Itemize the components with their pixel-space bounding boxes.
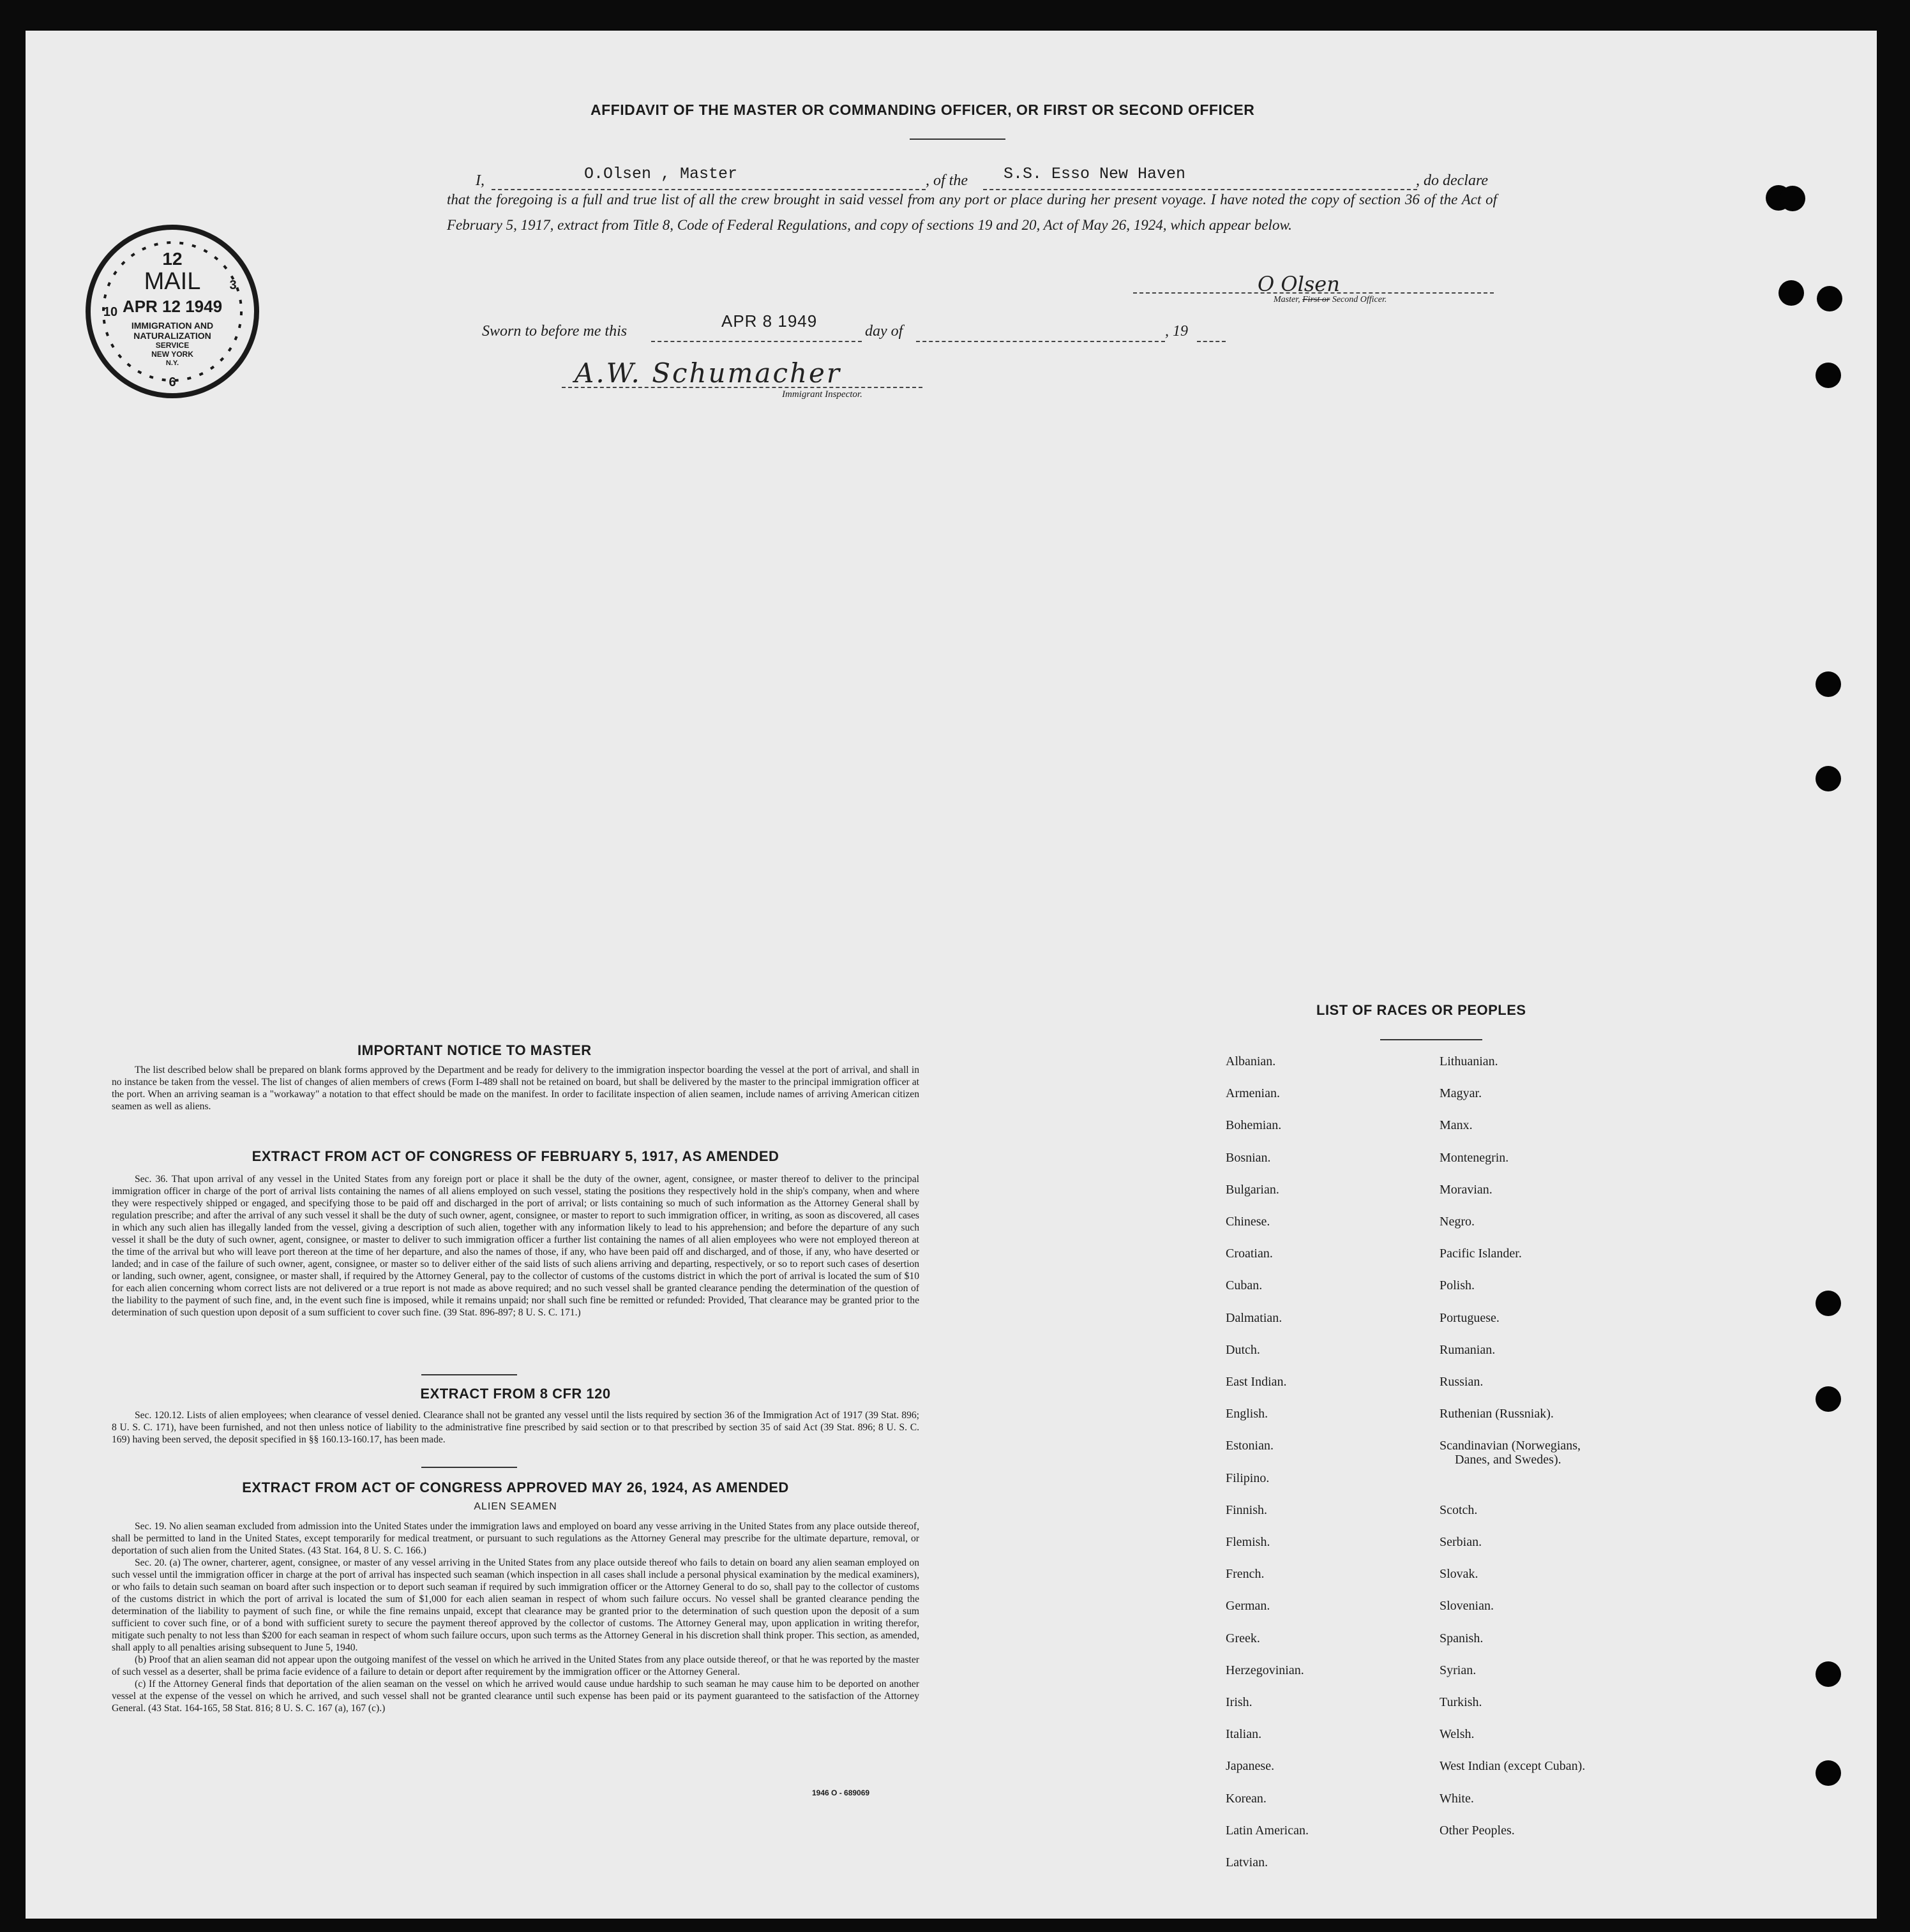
race-item: Greek. [1226, 1631, 1260, 1645]
punch-hole [1817, 286, 1842, 311]
race-item: Croatian. [1226, 1247, 1273, 1261]
of-the-label: , of the [926, 172, 968, 189]
race-item: Dalmatian. [1226, 1310, 1282, 1325]
do-declare-label: , do declare [1416, 172, 1489, 189]
race-item: Dutch. [1226, 1342, 1260, 1357]
race-item: Other Peoples. [1440, 1823, 1515, 1838]
extract3-heading: EXTRACT FROM ACT OF CONGRESS APPROVED MAY 26, 1924, AS AMENDED [242, 1479, 789, 1495]
race-item: Scandinavian (Norwegians, [1440, 1439, 1581, 1453]
month-line [916, 341, 1165, 342]
master-caption-suffix: Second Officer. [1332, 295, 1387, 304]
race-item: Bohemian. [1226, 1118, 1282, 1133]
affidavit-body: that the foregoing is a full and true list of all the crew brought in said vessel from any port or place during her present voyage. I have noted the copy of section 36 of the Act of February 5, 1917, extract from Title 8, Code of Federal Regulations, and copy of sections 19 and 20, Act of May 26, 1924, which appear below. [447, 191, 1497, 233]
extract3-sec20b: (b) Proof that an alien seaman did not appear upon the outgoing manifest of the vessel on which he arrived in the United States from any place outside thereof, or that he was reported by the master of such vessel as a deserter, shall be prima facie evidence of a failure to detain or deport after requirement by the immigration officer or the Attorney General. [112, 1654, 919, 1677]
stamp-line5: SERVICE [155, 341, 190, 350]
race-item: Polish. [1440, 1278, 1475, 1293]
race-item: White. [1440, 1791, 1474, 1806]
race-item: Ruthenian (Russniak). [1440, 1407, 1554, 1421]
immigration-mail-stamp [80, 219, 265, 404]
race-item: Montenegrin. [1440, 1150, 1509, 1165]
punch-hole [1816, 671, 1841, 697]
extract3-subheading: ALIEN SEAMEN [474, 1501, 557, 1512]
race-item: Herzegovinian. [1226, 1663, 1304, 1677]
race-item: Estonian. [1226, 1439, 1274, 1453]
extract2-body: Sec. 120.12. Lists of alien employees; when clearance of vessel denied. Clearance shall not be granted any vessel until the lists required by section 36 of the Immigration Act of 1917 (39 Stat. 896; 8 U. S. C. 171), have been furnished, and not then unless notice of liability to the administrative fine prescribed by said section or to that prescribed by section 35 of said Act (39 Stat. 896; 8 U. S. C. 169) having been served, the deposit specified in §§ 160.13-160.17, has been made. [112, 1410, 919, 1445]
race-item: Moravian. [1440, 1182, 1493, 1197]
extract3-sec19: Sec. 19. No alien seaman excluded from admission into the United States under the immigration laws and employed on board any vesse arriving in the United States from any place outside thereof, shall be permitted to land in the United States, except temporarily for medical treatment, or pursuant to such regulations as the Attorney General may prescribe for the ultimate departure, removal, or deportation of such alien from the United States. (43 Stat. 164, 8 U. S. C. 166.) [112, 1521, 919, 1556]
race-item: Armenian. [1226, 1086, 1280, 1101]
stamp-clock-left: 10 [103, 305, 118, 319]
race-item: Spanish. [1440, 1631, 1484, 1645]
race-item: Italian. [1226, 1727, 1262, 1742]
extract1-body: Sec. 36. That upon arrival of any vessel in the United States from any foreign port or place it shall be the duty of the owner, agent, consignee, or master thereof to deliver to the principal immigration officer in charge of the port of arrival lists containing the names of all aliens employed on such vessel, stating the positions they respectively hold in the ship's company, when and where they were respectively shipped or engaged, and specifying those to be paid off and discharged in the port of arrival; or lists containing so much of such information as the Attorney General shall by regulation prescribe; and after the arrival of any such vessel it shall be the duty of such owner, agent, consignee, or master to report to such immigration officer, in writing, as soon as discovered, all cases in which any such alien has illegally landed from the vessel, giving a description of such alien, together with any information likely to lead to his apprehension; and before the departure of any such vessel it shall be the duty of such owner, agent, consignee, or master to deliver to such immigration officer a further list containing the names of all alien employees who were not employed thereon at the time of the arrival but who will leave port thereon at the time of her departure, and also the names of those, if any, who have been paid off and discharged, and of those, if any, who have deserted or landed; and in case of the failure of such owner, agent, consignee, or master so to deliver either of the said lists of such aliens arriving and departing, respectively, or so to report such cases of desertion or landing, such owner, agent, consignee, or master shall, if required by the Attorney General, pay to the collector of customs of the customs district in which the port of arrival is located the sum of $10 for each alien concerning whom correct lists are not delivered or a true report is not made as above required; and no such vessel shall be granted clearance pending the determination of the question of the liability to the payment of such fine, and, in the event such fine is imposed, while it remains unpaid; nor shall such fine be remitted or refunded: Provided, That clearance may be granted prior to the determination of such question upon deposit of a sum sufficient to cover such fine. (39 Stat. 896-897; 8 U. S. C. 171.) [112, 1174, 919, 1318]
race-item: Flemish. [1226, 1535, 1270, 1549]
year-label: , 19 [1165, 323, 1188, 340]
master-caption-struck: First or [1302, 295, 1330, 304]
races-left-column [1226, 1054, 1417, 1903]
document-page [26, 31, 1877, 1919]
race-item: German. [1226, 1599, 1270, 1614]
race-item: Portuguese. [1440, 1310, 1500, 1325]
heading-rule [910, 139, 1005, 140]
extract3-sec20c: (c) If the Attorney General finds that deportation of the alien seaman on the vessel on which he arrived would cause undue hardship to such seaman he may cause him to be deported on another vessel at the expense of the vessel on which he arrived, and such vessel shall not be granted clearance until such expense has been paid or its payment guaranteed to the satisfaction of the Attorney General. (43 Stat. 164-165, 58 Stat. 816; 8 U. S. C. 167 (a), 167 (c).) [112, 1679, 919, 1714]
punch-hole [1816, 1291, 1841, 1316]
extract2-heading: EXTRACT FROM 8 CFR 120 [420, 1386, 611, 1402]
race-item: Slovenian. [1440, 1599, 1494, 1614]
master-caption-prefix: Master, [1274, 295, 1300, 304]
extract2-rule [421, 1467, 517, 1468]
race-item: Russian. [1440, 1375, 1484, 1389]
year-line [1197, 341, 1226, 342]
races-heading: LIST OF RACES OR PEOPLES [1316, 1002, 1526, 1018]
race-item: Welsh. [1440, 1727, 1475, 1742]
master-caption [1274, 295, 1387, 305]
race-item: Irish. [1226, 1695, 1252, 1709]
stamp-mail: MAIL [144, 268, 201, 295]
sworn-date-line [651, 341, 862, 342]
race-item: Slovak. [1440, 1567, 1478, 1582]
race-item: Negro. [1440, 1215, 1475, 1229]
race-item: Chinese. [1226, 1215, 1270, 1229]
race-item: Manx. [1440, 1118, 1473, 1133]
master-signature: O Olsen [1258, 272, 1340, 296]
races-rule [1380, 1039, 1482, 1040]
extract3-sec20a: Sec. 20. (a) The owner, charterer, agent, consignee, or master of any vessel arriving in the United States from any place outside thereof who fails to detain on board any alien seaman employed on such vessel until the immigration officer in charge at the port of arrival has inspected such seaman (which inspection in all cases shall include a personal physical examination by the medical examiners), or who fails to detain such seaman on board after such inspection or to deport such seaman if required by such immigration officer or the Attorney General to do so, shall pay to the collector of customs of the customs district in which the port of arrival is located the sum of $1,000 for each alien seaman in respect of whom such failure occurs. No vessel shall be granted clearance pending the determination of the liability to payment of such fine, or while the fine remains unpaid, except that clearance may be granted prior to the determination of such question upon the deposit of a sum sufficient to cover such fine, or of a bond with sufficient surety to secure the payment thereof approved by the collector of customs. The Attorney General may, upon application in writing therefor, mitigate such penalty to not less than $200 for each seaman in respect of whom such failure occurs, upon such terms as the Attorney General in his discretion shall think proper. This section, as amended, shall apply to all penalties arising subsequent to June 5, 1940. [112, 1557, 919, 1653]
race-item: Magyar. [1440, 1086, 1482, 1101]
punch-hole [1816, 363, 1841, 388]
stamp-clock-right: 3 [229, 278, 237, 292]
stamp-line7: N.Y. [165, 359, 179, 367]
print-code: 1946 O - 689069 [812, 1788, 870, 1797]
punch-hole [1816, 766, 1841, 791]
race-item: Syrian. [1440, 1663, 1477, 1677]
race-item: Japanese. [1226, 1759, 1275, 1774]
race-item: Serbian. [1440, 1535, 1482, 1549]
race-item: Scotch. [1440, 1502, 1478, 1517]
race-item: Albanian. [1226, 1054, 1276, 1068]
sworn-label: Sworn to before me this [482, 323, 628, 340]
inspector-signature: A.W. Schumacher [575, 357, 841, 389]
notice-heading: IMPORTANT NOTICE TO MASTER [357, 1042, 592, 1058]
stamp-clock-bottom: 6 [169, 375, 176, 389]
race-item: Cuban. [1226, 1278, 1263, 1293]
punch-hole [1780, 186, 1805, 211]
punch-hole [1816, 1760, 1841, 1786]
sworn-date-stamp: APR 8 1949 [721, 311, 818, 331]
race-item: West Indian (except Cuban). [1440, 1759, 1586, 1774]
i-label: I, [476, 172, 485, 189]
notice-body: The list described below shall be prepared on blank forms approved by the Department and be ready for delivery to the immigration inspector boarding the vessel at the port of arrival, and shall in no instance be taken from the vessel. The list of changes of alien members of crews (Form I-489 shall not be retained on board, but shall be delivered by the master to the principal immigration officer at the port. When an arriving seaman is a "workaway" a notation to that effect should be made on the manifest. In order to facilitate inspection of alien seamen, include names of arriving American citizen seamen as well as aliens. [112, 1065, 919, 1112]
race-item: Finnish. [1226, 1502, 1268, 1517]
stamp-clock-top: 12 [162, 249, 183, 269]
extract3-body [112, 1520, 919, 1714]
race-item: Bosnian. [1226, 1150, 1271, 1165]
stamp-line3: IMMIGRATION AND [131, 320, 214, 331]
vessel-name-field: S.S. Esso New Haven [1004, 165, 1186, 183]
race-item: English. [1226, 1407, 1268, 1421]
race-item: Turkish. [1440, 1695, 1482, 1709]
race-item: French. [1226, 1567, 1265, 1582]
affidavit-heading: AFFIDAVIT OF THE MASTER OR COMMANDING OFFICER, OR FIRST OR SECOND OFFICER [590, 101, 1255, 118]
race-item: Latin American. [1226, 1823, 1309, 1838]
race-item: Filipino. [1226, 1471, 1270, 1485]
race-item: Korean. [1226, 1791, 1267, 1806]
punch-hole [1816, 1386, 1841, 1412]
stamp-line4: NATURALIZATION [133, 331, 211, 341]
inspector-caption: Immigrant Inspector. [782, 389, 862, 400]
day-of-label: day of [865, 323, 903, 340]
race-item: Pacific Islander. [1440, 1247, 1522, 1261]
race-item: Bulgarian. [1226, 1182, 1279, 1197]
extract1-rule [421, 1374, 517, 1375]
race-item: East Indian. [1226, 1375, 1287, 1389]
extract1-heading: EXTRACT FROM ACT OF CONGRESS OF FEBRUARY 5, 1917, AS AMENDED [252, 1148, 779, 1164]
race-item: Danes, and Swedes). [1455, 1453, 1561, 1467]
races-right-column [1440, 1054, 1714, 1903]
master-name-field: O.Olsen , Master [584, 165, 738, 183]
race-item: Lithuanian. [1440, 1054, 1498, 1068]
stamp-date: APR 12 1949 [122, 297, 223, 316]
punch-hole [1778, 280, 1804, 306]
race-item: Latvian. [1226, 1855, 1268, 1869]
race-item: Rumanian. [1440, 1342, 1496, 1357]
stamp-line6: NEW YORK [151, 350, 193, 359]
punch-hole [1816, 1661, 1841, 1687]
